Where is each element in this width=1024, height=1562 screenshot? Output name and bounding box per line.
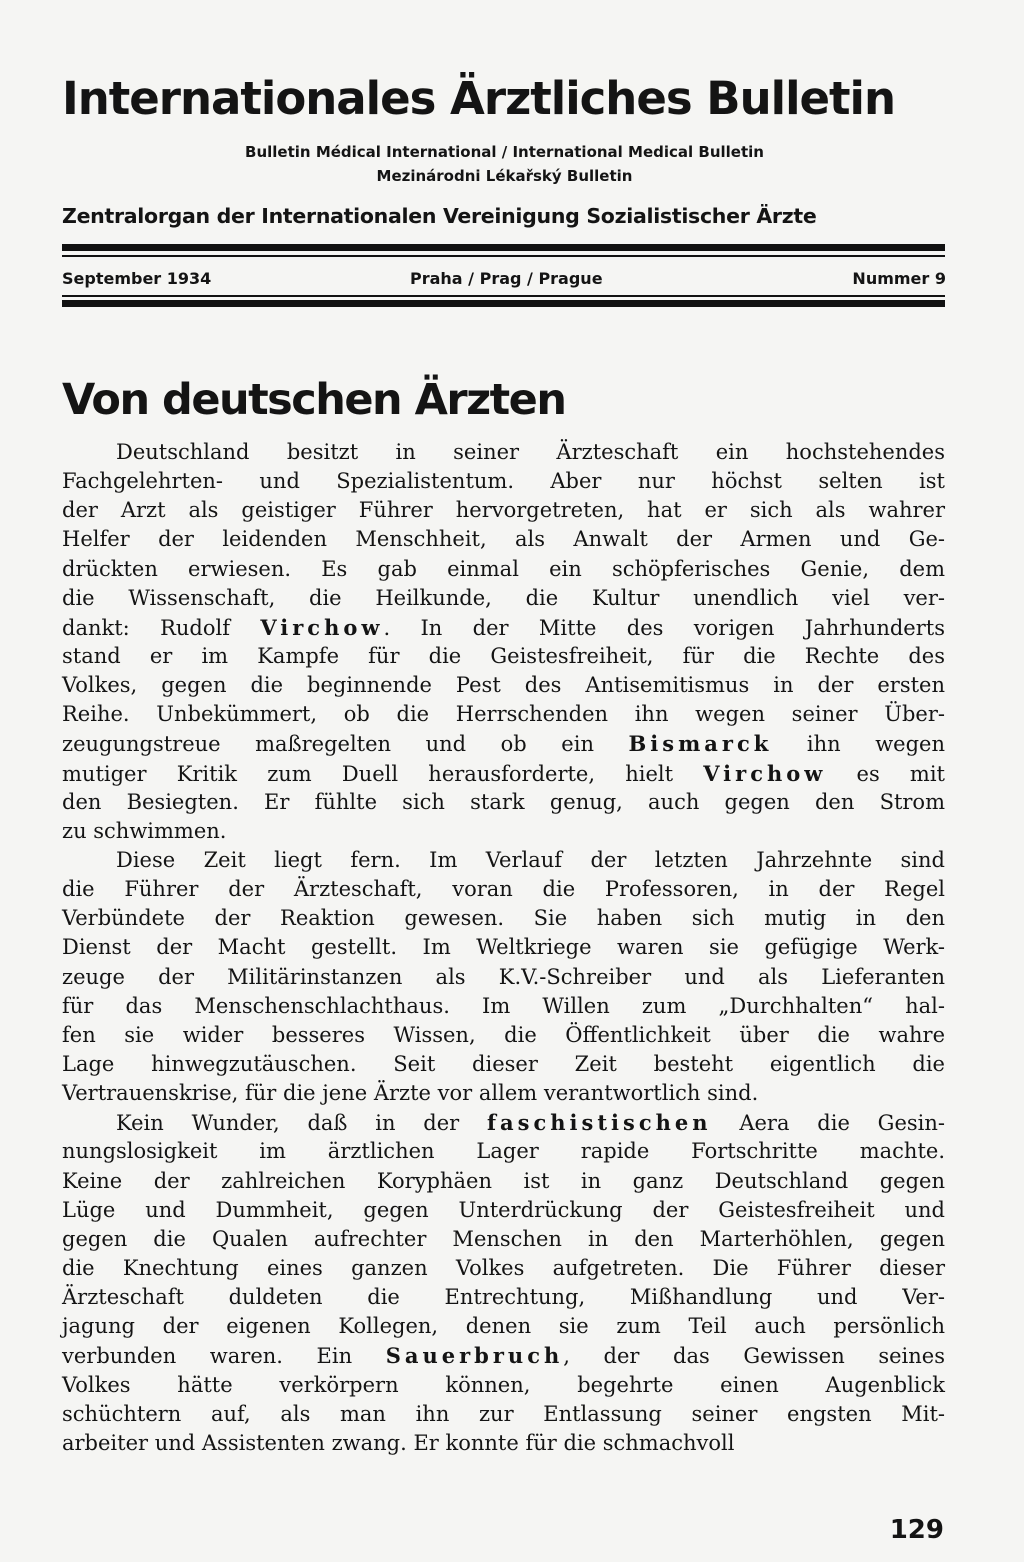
article-line bbox=[62, 875, 945, 904]
article-line bbox=[62, 555, 945, 584]
article-line bbox=[62, 1108, 945, 1137]
journal-subtitle-czech: Mezinárodni Lékařský Bulletin bbox=[376, 167, 633, 185]
article-text: die Knechtung eines ganzen Volkes aufgetreten. Die Führer dieser bbox=[62, 1255, 945, 1280]
article-line bbox=[62, 1254, 945, 1283]
article-line bbox=[62, 467, 945, 496]
article-line bbox=[62, 1050, 945, 1079]
article-line bbox=[62, 438, 945, 467]
article-text: für das Menschenschlachthaus. Im Willen zum „Durchhalten“ hal- bbox=[62, 993, 945, 1018]
article-text: es mit bbox=[826, 761, 945, 786]
article-text: Kein Wunder, daß in der bbox=[116, 1111, 488, 1136]
masthead-rule-thin-bottom bbox=[62, 295, 945, 297]
article-text: Verbündete der Reaktion gewesen. Sie haben sich mutig in den bbox=[62, 906, 945, 931]
article-line bbox=[62, 729, 945, 758]
journal-subtitle-languages: Bulletin Médical International / International Medical Bulletin bbox=[245, 143, 764, 161]
article-line bbox=[62, 1079, 945, 1108]
article-line bbox=[62, 817, 945, 846]
article-line bbox=[62, 933, 945, 962]
article-text: Dienst der Macht gestellt. Im Weltkriege waren sie gefügige Werk- bbox=[62, 935, 945, 960]
emphasized-name: Sauerbruch bbox=[385, 1343, 564, 1369]
article-line bbox=[62, 1021, 945, 1050]
emphasized-name: Virchow bbox=[703, 760, 827, 786]
issue-date: September 1934 bbox=[62, 269, 212, 288]
article-text: Lüge und Dummheit, gegen Unterdrückung der Geistesfreiheit und bbox=[62, 1197, 945, 1222]
article-text: Keine der zahlreichen Koryphäen ist in ganz Deutschland gegen bbox=[62, 1168, 945, 1193]
emphasized-name: Virchow bbox=[260, 614, 384, 640]
article-text: gegen die Qualen aufrechter Menschen in den Marterhöhlen, gegen bbox=[62, 1226, 945, 1251]
article-title: Von deutschen Ärzten bbox=[62, 375, 566, 425]
masthead-rule-thick-bottom bbox=[62, 300, 945, 307]
journal-title: Internationales Ärztliches Bulletin bbox=[62, 72, 895, 125]
issue-number: Nummer 9 bbox=[852, 269, 946, 288]
article-line bbox=[62, 846, 945, 875]
article-text: arbeiter und Assistenten zwang. Er konnte für die schmachvoll bbox=[62, 1430, 735, 1455]
journal-organ-line: Zentralorgan der Internationalen Vereinigung Sozialistischer Ärzte bbox=[62, 204, 817, 228]
article-text: verbunden waren. Ein bbox=[62, 1344, 386, 1369]
article-text: die Wissenschaft, die Heilkunde, die Kultur unendlich viel ver- bbox=[62, 585, 945, 610]
article-text: die Führer der Ärzteschaft, voran die Professoren, in der Regel bbox=[62, 877, 945, 902]
article-line bbox=[62, 1167, 945, 1196]
article-text: Vertrauenskrise, für die jene Ärzte vor allem verantwortlich sind. bbox=[62, 1081, 759, 1106]
article-text: Volkes, gegen die beginnende Pest des Antisemitismus in der ersten bbox=[62, 673, 945, 698]
article-line bbox=[62, 1371, 945, 1400]
article-text: Ärzteschaft duldeten die Entrechtung, Mißhandlung und Ver- bbox=[62, 1285, 945, 1310]
article-text: Aera die Gesin- bbox=[711, 1111, 945, 1136]
article-line bbox=[62, 642, 945, 671]
article-line bbox=[62, 1341, 945, 1370]
article-text: Fachgelehrten- und Spezialistentum. Aber nur höchst selten ist bbox=[62, 469, 945, 494]
masthead-rule-thin-top bbox=[62, 255, 945, 257]
article-line bbox=[62, 584, 945, 613]
article-line bbox=[62, 1312, 945, 1341]
article-text: nungslosigkeit im ärztlichen Lager rapide Fortschritte machte. bbox=[62, 1139, 945, 1164]
emphasized-name: Bismarck bbox=[628, 731, 773, 757]
article-line bbox=[62, 1225, 945, 1254]
article-line bbox=[62, 992, 945, 1021]
article-text: fen sie wider besseres Wissen, die Öffentlichkeit über die wahre bbox=[62, 1022, 945, 1047]
article-text: ihn wegen bbox=[772, 732, 945, 757]
emphasized-name: faschistischen bbox=[487, 1110, 712, 1136]
masthead-rule-thick-top bbox=[62, 244, 945, 251]
article-line bbox=[62, 1283, 945, 1312]
article-text: der Arzt als geistiger Führer hervorgetreten, hat er sich als wahrer bbox=[62, 498, 945, 523]
article-line bbox=[62, 1137, 945, 1166]
article-line bbox=[62, 1429, 945, 1458]
article-line bbox=[62, 904, 945, 933]
page-number: 129 bbox=[889, 1515, 944, 1545]
article-text: drückten erwiesen. Es gab einmal ein schöpferisches Genie, dem bbox=[62, 556, 945, 581]
article-text: jagung der eigenen Kollegen, denen sie zum Teil auch persönlich bbox=[62, 1314, 945, 1339]
article-line bbox=[62, 700, 945, 729]
article-text: Volkes hätte verkörpern können, begehrte einen Augenblick bbox=[62, 1372, 945, 1397]
article-text: . In der Mitte des vorigen Jahrhunderts bbox=[383, 615, 945, 640]
article-line bbox=[62, 496, 945, 525]
article-text: mutiger Kritik zum Duell herausforderte, hielt bbox=[62, 761, 704, 786]
article-text: zu schwimmen. bbox=[62, 818, 227, 843]
article-text: stand er im Kampfe für die Geistesfreiheit, für die Rechte des bbox=[62, 643, 945, 668]
article-line bbox=[62, 963, 945, 992]
article-text: schüchtern auf, als man ihn zur Entlassung seiner engsten Mit- bbox=[62, 1401, 945, 1426]
article-text: Helfer der leidenden Menschheit, als Anwalt der Armen und Ge- bbox=[62, 527, 945, 552]
article-text: dankt: Rudolf bbox=[62, 615, 261, 640]
article-body bbox=[62, 438, 945, 1458]
article-line bbox=[62, 525, 945, 554]
article-text: , der das Gewissen seines bbox=[563, 1344, 945, 1369]
article-text: zeugungstreue maßregelten und ob ein bbox=[62, 732, 629, 757]
article-text: Reihe. Unbekümmert, ob die Herrschenden ihn wegen seiner Über- bbox=[62, 702, 945, 727]
article-text: den Besiegten. Er fühlte sich stark genug, auch gegen den Strom bbox=[62, 789, 945, 814]
article-line bbox=[62, 1400, 945, 1429]
article-line bbox=[62, 759, 945, 788]
article-line bbox=[62, 671, 945, 700]
article-line bbox=[62, 1196, 945, 1225]
article-text: Lage hinwegzutäuschen. Seit dieser Zeit besteht eigentlich die bbox=[62, 1051, 945, 1076]
article-line bbox=[62, 788, 945, 817]
article-text: zeuge der Militärinstanzen als K.V.-Schreiber und als Lieferanten bbox=[62, 964, 945, 989]
article-text: Diese Zeit liegt fern. Im Verlauf der letzten Jahrzehnte sind bbox=[116, 847, 945, 872]
article-line bbox=[62, 613, 945, 642]
issue-place: Praha / Prag / Prague bbox=[410, 269, 603, 288]
article-text: Deutschland besitzt in seiner Ärzteschaft ein hochstehendes bbox=[116, 440, 945, 464]
